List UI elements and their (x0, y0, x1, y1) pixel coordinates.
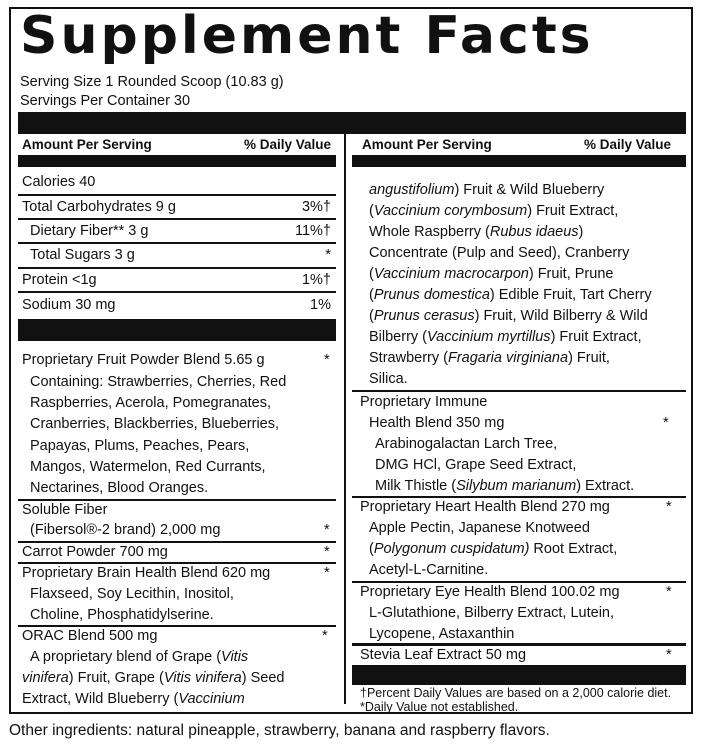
divider (18, 267, 336, 269)
divider (18, 194, 336, 196)
stevia-extract: Stevia Leaf Extract 50 mg (360, 647, 527, 663)
eye-blend-dv: * (666, 584, 672, 600)
heart-blend-name: Proprietary Heart Health Blend 270 mg (360, 499, 610, 515)
immune-blend-name: Proprietary Immune (360, 394, 488, 410)
fruit-blend-dv: * (324, 352, 330, 368)
carrot-powder-dv: * (324, 544, 330, 560)
brain-blend-dv: * (324, 565, 330, 581)
divider (18, 242, 336, 244)
servings-per-container: Servings Per Container 30 (20, 93, 191, 109)
immune-blend-dv: * (663, 415, 669, 431)
immune-blend-line: DMG HCl, Grape Seed Extract, (375, 457, 577, 473)
orac-continued-line: angustifolium) Fruit & Wild Blueberry (369, 182, 605, 198)
orac-continued-line: (Prunus cerasus) Fruit, Wild Bilberry & Wild (369, 308, 648, 324)
fruit-blend-line: Mangos, Watermelon, Red Currants, (30, 459, 266, 475)
eye-blend-line: L-Glutathione, Bilberry Extract, Lutein, (369, 605, 615, 621)
brain-blend-line: Choline, Phosphatidylserine. (30, 607, 214, 623)
footnote-daily-values: †Percent Daily Values are based on a 2,000 calorie diet. (360, 686, 672, 700)
fruit-blend-line: Nectarines, Blood Oranges. (30, 480, 209, 496)
eye-blend-name: Proprietary Eye Health Blend 100.02 mg (360, 584, 620, 600)
orac-continued-line: Concentrate (Pulp and Seed), Cranberry (369, 245, 630, 261)
orac-continued-line: Whole Raspberry (Rubus idaeus) (369, 224, 584, 240)
stevia-extract-dv: * (666, 647, 672, 663)
nutrient-sugars: Total Sugars 3 g (30, 247, 135, 263)
nutrient-fiber-dv: 11%† (294, 223, 331, 239)
orac-blend-dv: * (322, 628, 328, 644)
nutrient-sugars-dv: * (325, 247, 331, 263)
fruit-blend-line: Papayas, Plums, Peaches, Pears, (30, 438, 250, 454)
orac-continued-line: Bilberry (Vaccinium myrtillus) Fruit Extract, (369, 329, 642, 345)
orac-blend-name: ORAC Blend 500 mg (22, 628, 158, 644)
thick-divider (18, 112, 686, 134)
orac-continued-line: Strawberry (Fragaria virginiana) Fruit, (369, 350, 610, 366)
serving-size: Serving Size 1 Rounded Scoop (10.83 g) (20, 74, 284, 90)
nutrient-carbs: Total Carbohydrates 9 g (22, 199, 176, 215)
immune-blend-amount: Health Blend 350 mg (369, 415, 505, 431)
column-divider (344, 134, 346, 704)
footnote-not-established: *Daily Value not established. (360, 700, 519, 714)
nutrient-fiber: Dietary Fiber** 3 g (30, 223, 149, 239)
eye-blend-line: Lycopene, Astaxanthin (369, 626, 515, 642)
divider (18, 218, 336, 220)
orac-blend-line: Extract, Wild Blueberry (Vaccinium (22, 691, 245, 707)
soluble-fiber-dv: * (324, 522, 330, 538)
divider (18, 291, 336, 293)
heart-blend-dv: * (666, 499, 672, 515)
immune-blend-line: Arabinogalactan Larch Tree, (375, 436, 558, 452)
orac-continued-line: (Prunus domestica) Edible Fruit, Tart Cherry (369, 287, 652, 303)
orac-continued-line: (Vaccinium corymbosum) Fruit Extract, (369, 203, 619, 219)
heart-blend-line: Acetyl-L-Carnitine. (369, 562, 489, 578)
orac-blend-line: vinifera) Fruit, Grape (Vitis vinifera) Seed (22, 670, 285, 686)
left-amount-header: Amount Per Serving (22, 137, 152, 152)
right-dv-header: % Daily Value (583, 137, 671, 152)
right-amount-header: Amount Per Serving (362, 137, 492, 152)
divider (352, 390, 686, 392)
panel-title: Supplement Facts (20, 6, 594, 66)
nutrient-sodium-dv: 1% (310, 297, 331, 313)
fruit-blend-line: Containing: Strawberries, Cherries, Red (30, 374, 287, 390)
soluble-fiber-name: Soluble Fiber (22, 502, 108, 518)
nutrient-sodium: Sodium 30 mg (22, 297, 116, 313)
right-bottom-bar (352, 665, 686, 685)
orac-continued-line: (Vaccinium macrocarpon) Fruit, Prune (369, 266, 614, 282)
fruit-blend-name: Proprietary Fruit Powder Blend 5.65 g (22, 352, 265, 368)
nutrient-calories: Calories 40 (22, 174, 96, 190)
nutrient-protein: Protein <1g (22, 272, 97, 288)
carrot-powder: Carrot Powder 700 mg (22, 544, 168, 560)
heart-blend-line: Apple Pectin, Japanese Knotweed (369, 520, 590, 536)
right-header-bar (352, 155, 686, 167)
fruit-blend-line: Raspberries, Acerola, Pomegranates, (30, 395, 271, 411)
fruit-blend-line: Cranberries, Blackberries, Blueberries, (30, 416, 280, 432)
soluble-fiber-amount: (Fibersol®-2 brand) 2,000 mg (30, 522, 221, 538)
orac-blend-line: A proprietary blend of Grape (Vitis (30, 649, 249, 665)
immune-blend-line: Milk Thistle (Silybum marianum) Extract. (375, 478, 635, 494)
orac-continued-line: Silica. (369, 371, 408, 387)
nutrient-protein-dv: 1%† (301, 272, 331, 288)
other-ingredients: Other ingredients: natural pineapple, strawberry, banana and raspberry flavors. (9, 722, 550, 739)
brain-blend-name: Proprietary Brain Health Blend 620 mg (22, 565, 271, 581)
heart-blend-line: (Polygonum cuspidatum) Root Extract, (369, 541, 618, 557)
nutrient-carbs-dv: 3%† (301, 199, 331, 215)
brain-blend-line: Flaxseed, Soy Lecithin, Inositol, (30, 586, 234, 602)
nutrient-bottom-bar (18, 319, 336, 341)
left-header-bar (18, 155, 336, 167)
left-dv-header: % Daily Value (243, 137, 331, 152)
